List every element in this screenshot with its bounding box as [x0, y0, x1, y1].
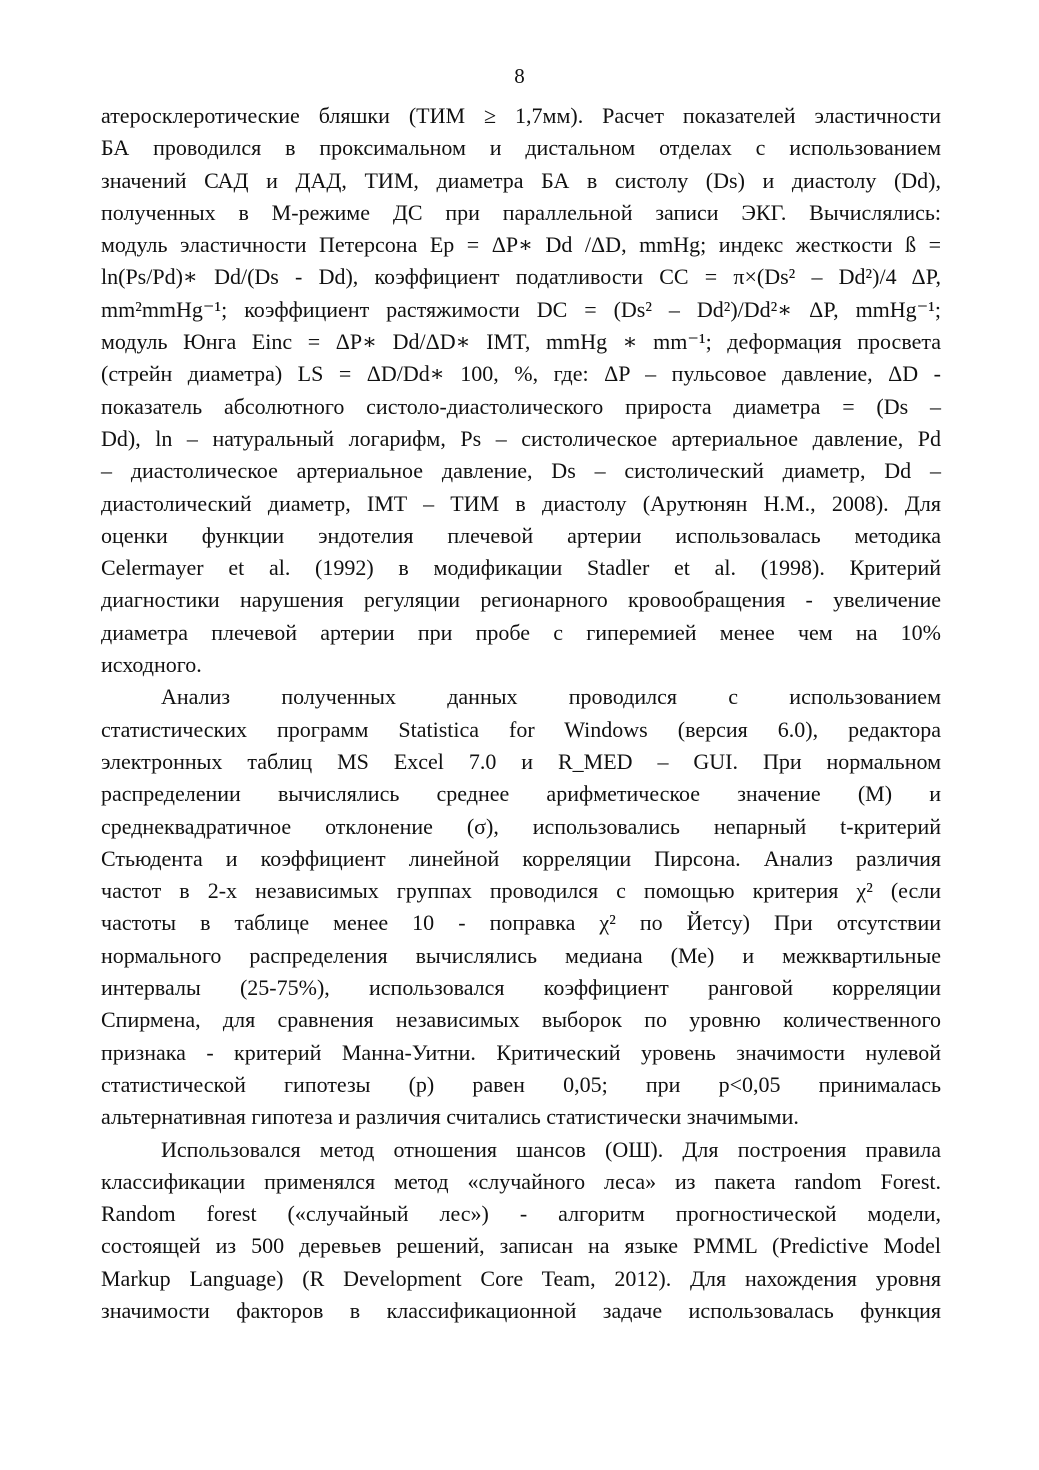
text-line: показатель абсолютного систоло-диастолического прироста диаметра = (Ds – — [101, 393, 941, 419]
text-line: Использовался метод отношения шансов (ОШ). Для построения правила — [161, 1136, 941, 1162]
text-line: среднеквадратичное отклонение (σ), использовались непарный t-критерий — [101, 813, 941, 839]
text-line: модуль Юнга Einc = ΔP∗ Dd/ΔD∗ IMT, mmHg ∗ mm⁻¹; деформация просвета — [101, 329, 941, 355]
text-line: Анализ полученных данных проводился с использованием — [161, 684, 941, 710]
document-body — [101, 100, 941, 1327]
text-line: Стьюдента и коэффициент линейной корреляции Пирсона. Анализ различия — [101, 845, 941, 871]
page-number: 8 — [514, 64, 525, 88]
text-line: статистической гипотезы (р) равен 0,05; при р<0,05 принималась — [101, 1071, 941, 1097]
text-line: Dd), ln – натуральный логарифм, Ps – систолическое артериальное давление, Pd — [101, 425, 941, 451]
text-line: диагностики нарушения регуляции регионарного кровообращения - увеличение — [101, 587, 941, 613]
text-line: нормального распределения вычислялись медиана (Ме) и межквартильные — [101, 942, 941, 968]
text-line: – диастолическое артериальное давление, Ds – систолический диаметр, Dd – — [101, 458, 941, 484]
text-line: mm²mmHg⁻¹; коэффициент растяжимости DC = (Ds² – Dd²)/Dd²∗ ΔP, mmHg⁻¹; — [101, 296, 941, 322]
text-line: распределении вычислялись среднее арифметическое значение (М) и — [101, 781, 941, 807]
text-line: Celermayer et al. (1992) в модификации Stadler et al. (1998). Критерий — [101, 555, 941, 581]
text-line: оценки функции эндотелия плечевой артерии использовалась методика — [101, 522, 941, 548]
text-line: статистических программ Statistica for Windows (версия 6.0), редактора — [101, 716, 941, 742]
text-line: БА проводился в проксимальном и дистальном отделах с использованием — [101, 135, 941, 161]
text-line: частоты в таблице менее 10 - поправка χ² по Йетсу) При отсутствии — [101, 910, 941, 936]
text-line: модуль эластичности Петерсона Ep = ΔP∗ Dd /ΔD, mmHg; индекс жесткости ß = — [101, 232, 941, 258]
text-line: Markup Language) (R Development Core Team, 2012). Для нахождения уровня — [101, 1265, 941, 1291]
text-line: альтернативная гипотеза и различия считались статистически значимыми. — [101, 1104, 799, 1130]
paragraph-elasticity-methods — [101, 100, 941, 681]
text-line: атеросклеротические бляшки (ТИМ ≥ 1,7мм). Расчет показателей эластичности — [101, 103, 941, 128]
text-line: диаметра плечевой артерии при пробе с гиперемией менее чем на 10% — [101, 619, 941, 645]
text-line: значений САД и ДАД, ТИМ, диаметра БА в систолу (Ds) и диастолу (Dd), — [101, 167, 941, 193]
text-line: Спирмена, для сравнения независимых выборок по уровню количественного — [101, 1007, 941, 1033]
text-line: признака - критерий Манна-Уитни. Критический уровень значимости нулевой — [101, 1039, 941, 1065]
text-line: электронных таблиц MS Excel 7.0 и R_MED – GUI. При нормальном — [101, 748, 941, 774]
text-line: интервалы (25-75%), использовался коэффициент ранговой корреляции — [101, 975, 941, 1001]
text-line: частот в 2-х независимых группах проводился с помощью критерия χ² (если — [101, 878, 941, 904]
text-line: исходного. — [101, 652, 202, 678]
paragraph-random-forest — [101, 1134, 941, 1328]
text-line: диастолический диаметр, IMT – ТИМ в диастолу (Арутюнян Н.М., 2008). Для — [101, 490, 941, 516]
text-line: значимости факторов в классификационной задаче использовалась функция — [101, 1297, 941, 1323]
text-line: состоящей из 500 деревьев решений, записан на языке PMML (Predictive Model — [101, 1233, 941, 1259]
text-line: классификации применялся метод «случайного леса» из пакета random Forest. — [101, 1168, 941, 1194]
text-line: Random forest («случайный лес») - алгоритм прогностической модели, — [101, 1201, 941, 1227]
text-line: ln(Ps/Pd)∗ Dd/(Ds - Dd), коэффициент податливости CC = π×(Ds² – Dd²)/4 ΔP, — [101, 264, 941, 290]
text-line: (стрейн диаметра) LS = ΔD/Dd∗ 100, %, где: ΔP – пульсовое давление, ΔD - — [101, 361, 941, 387]
text-line: полученных в М-режиме ДС при параллельной записи ЭКГ. Вычислялись: — [101, 199, 941, 225]
paragraph-statistics — [101, 681, 941, 1133]
